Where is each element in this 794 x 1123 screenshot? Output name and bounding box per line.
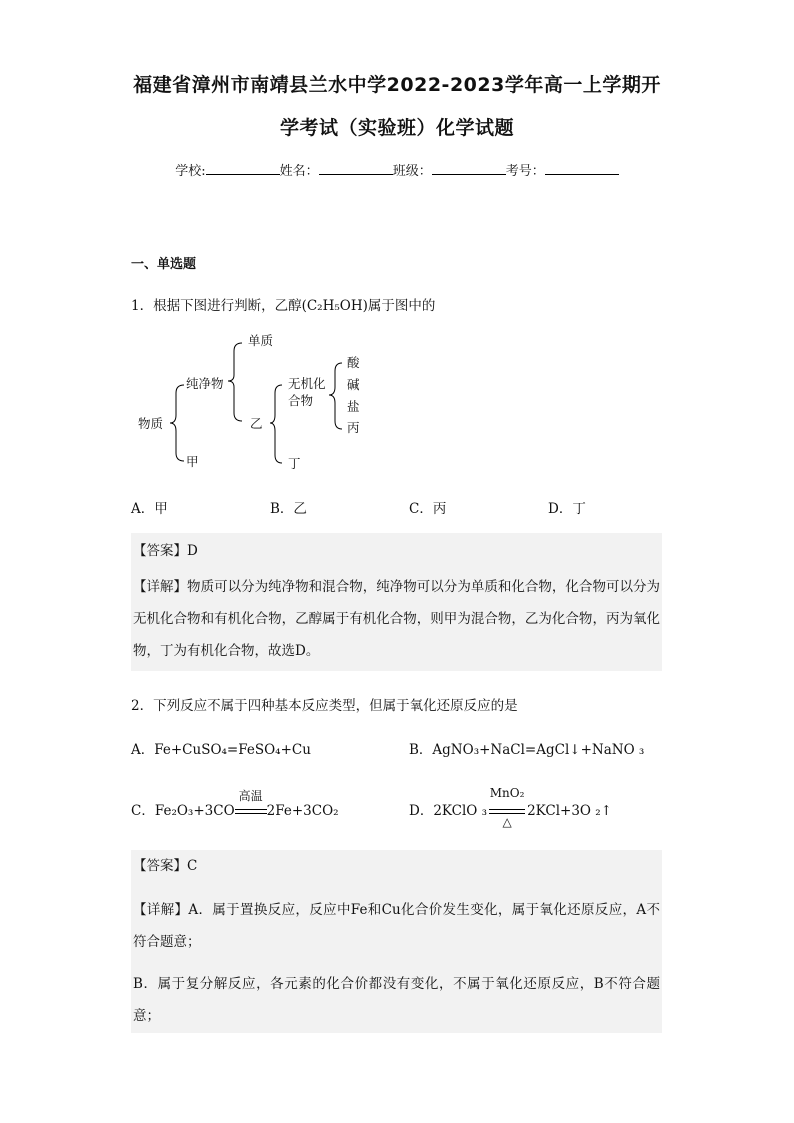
label-salt: 盐 [347, 399, 360, 414]
school-blank[interactable] [206, 162, 280, 175]
q2-option-d-left: D．2KClO ₃ [409, 803, 488, 819]
q2-detail-b: B．属于复分解反应，各元素的化合价都没有变化，不属于氧化还原反应，B不符合题意； [133, 976, 660, 1024]
class-blank[interactable] [432, 162, 506, 175]
q1-option-d[interactable]: D．丁 [548, 501, 586, 517]
q2-option-d-right: 2KCl+3O ₂↑ [527, 803, 613, 819]
q2-stem: 2．下列反应不属于四种基本反应类型，但属于氧化还原反应的是 [131, 698, 518, 714]
q2-option-c-condition: 高温 [238, 789, 263, 803]
page-title-line2: 学考试（实验班）化学试题 [279, 117, 514, 139]
q2-answer: 【答案】C [133, 858, 198, 874]
q2-option-d-catalyst: MnO₂ [489, 786, 525, 800]
q2-detail-a: 【详解】A．属于置换反应，反应中Fe和Cu化合价发生变化，属于氧化还原反应，A不符合题意； [133, 902, 660, 950]
label-bing: 丙 [347, 420, 360, 435]
q2-option-d-equals [489, 809, 525, 814]
q1-option-a[interactable]: A．甲 [131, 501, 168, 517]
q1-stem: 1．根据下图进行判断，乙醇(C₂H₅OH)属于图中的 [131, 298, 436, 314]
q1-option-c[interactable]: C．丙 [409, 501, 447, 517]
name-label: 姓名： [279, 164, 319, 179]
class-label: 班级： [392, 164, 432, 179]
label-acid: 酸 [347, 355, 360, 370]
q1-detail: 【详解】物质可以分为纯净物和混合物，纯净物可以分为单质和化合物，化合物可以分为无机化合物和有机化合物，乙醇属于有机化合物，则甲为混合物，乙为化合物，丙为氧化物，丁为有机化合物，故选D。 [133, 579, 660, 659]
number-label: 考号： [505, 164, 545, 179]
q2-option-a[interactable]: A．Fe+CuSO₄=FeSO₄+Cu [131, 742, 311, 758]
label-inorganic-2: 合物 [288, 393, 314, 408]
section-title: 一、单选题 [131, 257, 197, 272]
brace-compound [270, 385, 282, 463]
q2-option-d-heat: △ [502, 815, 512, 829]
q1-option-b[interactable]: B．乙 [270, 501, 307, 517]
label-matter: 物质 [138, 416, 164, 431]
label-base: 碱 [347, 377, 360, 392]
q2-answer-block [131, 850, 662, 1033]
q1-answer: 【答案】D [133, 543, 198, 559]
q2-option-c-right: 2Fe+3CO₂ [266, 803, 339, 819]
q2-option-b[interactable]: B．AgNO₃+NaCl=AgCl↓+NaNO ₃ [409, 742, 645, 758]
name-blank[interactable] [319, 162, 393, 175]
label-jia: 甲 [186, 454, 199, 469]
label-inorganic-1: 无机化 [288, 376, 326, 391]
label-ding: 丁 [288, 456, 301, 471]
q2-option-c[interactable] [131, 789, 339, 819]
label-element: 单质 [248, 333, 274, 348]
q2-option-d[interactable] [409, 786, 613, 829]
classification-diagram [130, 325, 390, 475]
q1-answer-block [131, 533, 662, 671]
label-pure: 纯净物 [186, 376, 224, 391]
school-label: 学校: [175, 164, 206, 179]
q2-option-c-left: C．Fe₂O₃+3CO [131, 803, 235, 819]
page-title-line1: 福建省漳州市南靖县兰水中学2022-2023学年高一上学期开 [133, 74, 661, 96]
q2-option-c-equals [235, 809, 267, 814]
label-yi: 乙 [250, 416, 263, 431]
student-info-row [0, 160, 794, 179]
brace-pure [228, 343, 242, 421]
number-blank[interactable] [545, 162, 619, 175]
brace-matter [170, 385, 184, 461]
brace-inorganic [329, 363, 342, 429]
